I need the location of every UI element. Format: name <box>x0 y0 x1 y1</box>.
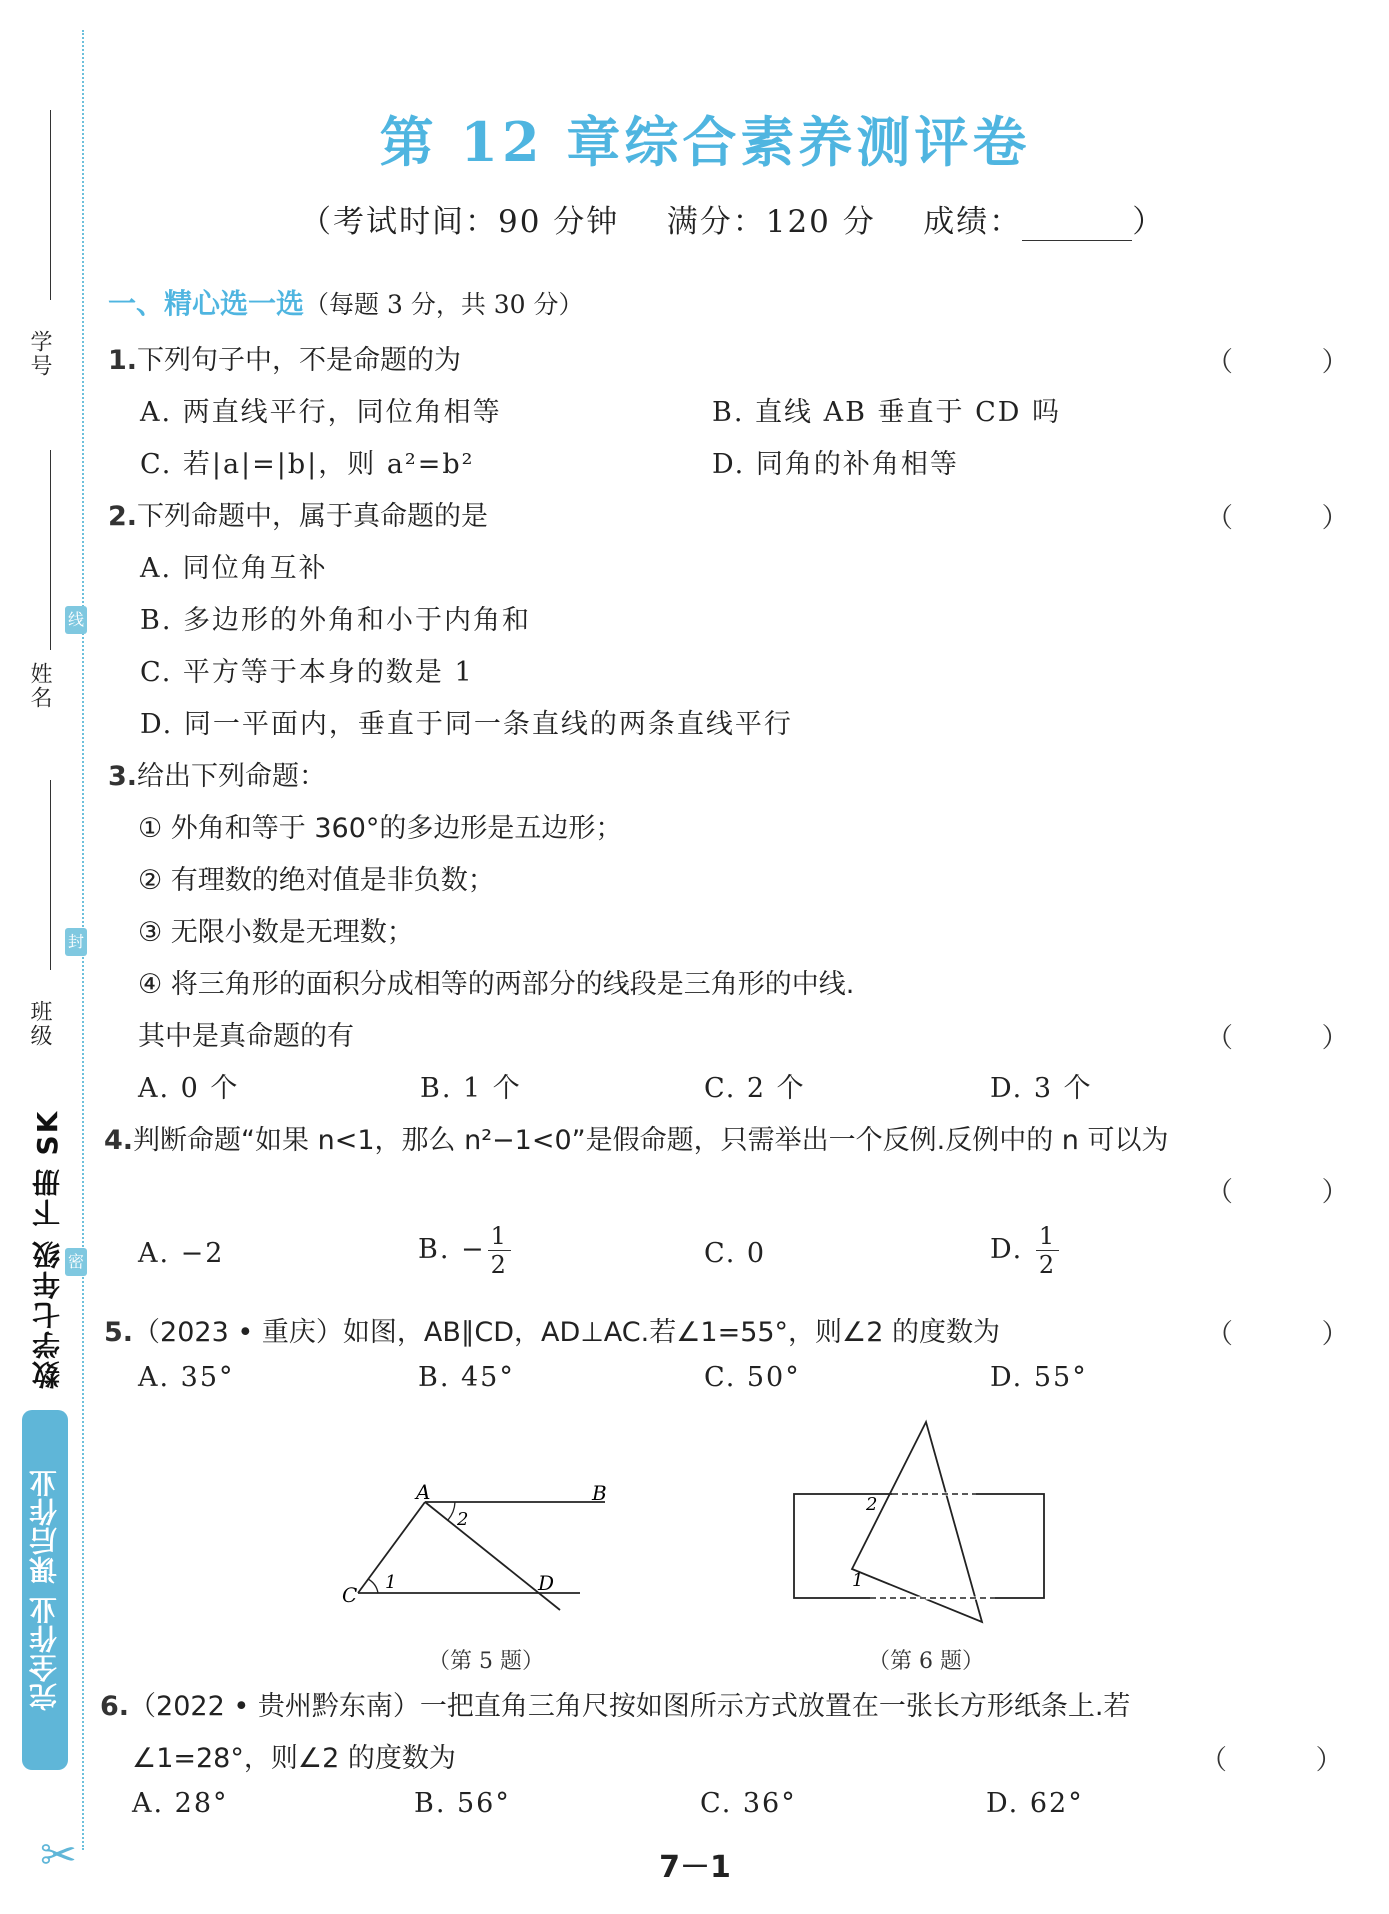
option: A. 0 个 <box>138 1073 240 1104</box>
angle-2-label: 2 <box>457 1509 469 1530</box>
option: C. 0 <box>704 1238 767 1269</box>
question-6: 6.（2022 • 贵州黔东南）一把直角三角尺按如图所示方式放置在一张长方形纸条上.若 <box>100 1691 1131 1722</box>
fraction: $\frac{1}{2}$ <box>488 1222 511 1279</box>
option: D. 同一平面内，垂直于同一条直线的两条直线平行 <box>140 709 793 740</box>
option: D. 同角的补角相等 <box>712 449 959 480</box>
option: A. −2 <box>138 1238 225 1269</box>
binding-strip <box>0 0 92 1914</box>
option: B. 45° <box>418 1362 515 1393</box>
student-id-label: 学号 <box>27 330 52 378</box>
name-blank[interactable] <box>50 450 51 650</box>
figure-6-caption: （第 6 题） <box>868 1649 984 1674</box>
proposition-item: ④ 将三角形的面积分成相等的两部分的线段是三角形的中线. <box>138 969 855 1000</box>
option: B. 直线 AB 垂直于 CD 吗 <box>712 397 1061 428</box>
question-6-cont: ∠1=28°，则∠2 的度数为 <box>132 1743 456 1774</box>
angle-2-label: 2 <box>866 1494 878 1515</box>
seal-mark: 封 <box>65 928 87 956</box>
angle-1-arc <box>368 1579 378 1593</box>
scissors-icon: ✂ <box>40 1830 77 1881</box>
option: D. 3 个 <box>990 1073 1093 1104</box>
answer-paren[interactable]: （ ） <box>1206 347 1389 378</box>
option: A. 28° <box>132 1788 229 1819</box>
question-3: 3.给出下列命题： <box>108 761 327 792</box>
option: C. 2 个 <box>704 1073 806 1104</box>
option: D. 55° <box>990 1362 1088 1393</box>
brand-logo: 完全作业 课后作业 <box>22 1410 68 1770</box>
answer-paren[interactable]: （ ） <box>1206 1023 1389 1054</box>
option: B. 56° <box>414 1788 511 1819</box>
grade-blank[interactable] <box>1022 210 1132 241</box>
paper-strip <box>794 1494 1044 1598</box>
label-d: D <box>538 1571 555 1595</box>
triangle-ruler <box>852 1422 982 1622</box>
figure-6 <box>790 1418 1050 1628</box>
figure-5-caption: （第 5 题） <box>428 1649 544 1674</box>
option: B. 多边形的外角和小于内角和 <box>140 605 532 636</box>
answer-paren[interactable]: （ ） <box>1200 1745 1383 1776</box>
section-heading <box>108 282 584 322</box>
seal-mark: 密 <box>65 1248 87 1276</box>
option: A. 同位角互补 <box>140 553 328 584</box>
question-4: 4.判断命题“如果 n<1，那么 n²−1<0”是假命题，只需举出一个反例.反例中的 n 可以为 <box>104 1125 1169 1156</box>
grade-label: 成绩： <box>923 204 1023 240</box>
option: A. 35° <box>138 1362 235 1393</box>
section-title: 一、精心选一选 <box>108 287 305 320</box>
proposition-item: ③ 无限小数是无理数； <box>138 917 414 948</box>
class-label: 班级 <box>27 1000 52 1048</box>
option: D. 62° <box>986 1788 1084 1819</box>
close-paren: ） <box>1132 204 1166 240</box>
option: C. 36° <box>700 1788 797 1819</box>
name-label: 姓名 <box>27 662 52 710</box>
proposition-item: ② 有理数的绝对值是非负数； <box>138 865 495 896</box>
option: A. 两直线平行，同位角相等 <box>140 397 502 428</box>
option: B. 1 个 <box>420 1073 522 1104</box>
option: C. 平方等于本身的数是 1 <box>140 657 474 688</box>
label-c: C <box>342 1583 358 1607</box>
option: B. − $\frac{1}{2}$ <box>418 1222 511 1279</box>
angle-2-arc <box>448 1502 455 1520</box>
answer-paren[interactable]: （ ） <box>1206 503 1389 534</box>
book-tab <box>22 1110 74 1770</box>
question-1: 1.下列句子中，不是命题的为 <box>108 345 462 376</box>
proposition-item: ① 外角和等于 360°的多边形是五边形； <box>138 813 623 844</box>
seal-mark: 线 <box>65 606 87 634</box>
class-blank[interactable] <box>50 780 51 970</box>
option: C. 50° <box>704 1362 801 1393</box>
option: C. 若|a|=|b|，则 a²=b² <box>140 449 475 480</box>
answer-paren[interactable]: （ ） <box>1206 1177 1389 1208</box>
angle-1-label: 1 <box>385 1572 397 1593</box>
grade-label: 数学七年级 下册 SK <box>31 1110 64 1390</box>
label-b: B <box>592 1481 607 1505</box>
question-2: 2.下列命题中，属于真命题的是 <box>108 501 489 532</box>
question-5: 5.（2023 • 重庆）如图，AB∥CD，AD⊥AC.若∠1=55°，则∠2 的度数为 <box>104 1317 1001 1348</box>
page-number: 7－1 <box>659 1850 731 1885</box>
angle-1-label: 1 <box>852 1570 864 1591</box>
exam-info <box>300 196 1165 241</box>
page-title: 第 12 章综合素养测评卷 <box>379 110 1031 174</box>
option: D. $\frac{1}{2}$ <box>990 1222 1059 1279</box>
figure-5 <box>340 1480 607 1635</box>
section-note: （每题 3 分，共 30 分） <box>304 290 584 319</box>
question-tail: 其中是真命题的有 <box>138 1021 354 1052</box>
exam-score: 满分：120 分 <box>666 204 876 240</box>
label-a: A <box>416 1480 431 1504</box>
answer-paren[interactable]: （ ） <box>1206 1319 1389 1350</box>
exam-time: （考试时间：90 分钟 <box>300 204 620 240</box>
fraction: $\frac{1}{2}$ <box>1036 1222 1059 1279</box>
